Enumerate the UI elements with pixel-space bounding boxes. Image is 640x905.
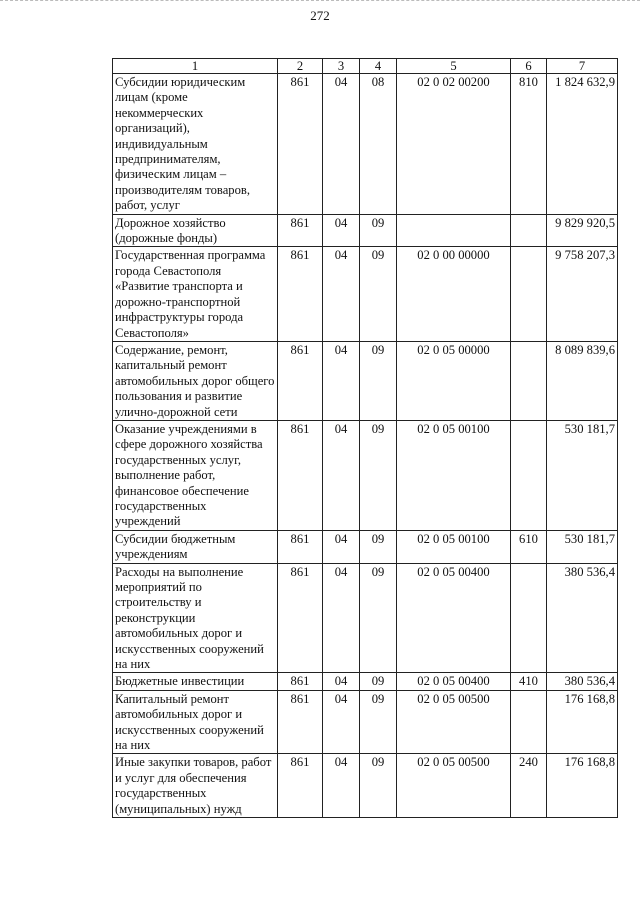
target-article-cell: 02 0 05 00500 xyxy=(397,754,511,818)
row-name-cell: Бюджетные инвестиции xyxy=(113,673,278,690)
chapter-code-cell: 861 xyxy=(278,673,323,690)
amount-cell: 176 168,8 xyxy=(547,690,618,754)
section-code-cell: 04 xyxy=(323,563,360,673)
table-row xyxy=(113,74,618,215)
amount-cell: 530 181,7 xyxy=(547,530,618,563)
table-row xyxy=(113,247,618,341)
row-name-cell: Оказание учреждениями в сфере дорожного хозяйства государственных услуг, выполнение работ, финансовое обеспечение государственных учреждений xyxy=(113,420,278,530)
header-cell: 2 xyxy=(278,59,323,74)
section-code-cell: 04 xyxy=(323,341,360,420)
section-code-cell: 04 xyxy=(323,420,360,530)
amount-cell: 530 181,7 xyxy=(547,420,618,530)
amount-cell: 176 168,8 xyxy=(547,754,618,818)
expense-type-cell xyxy=(511,563,547,673)
subsection-code-cell: 08 xyxy=(360,74,397,215)
section-code-cell: 04 xyxy=(323,690,360,754)
subsection-code-cell: 09 xyxy=(360,530,397,563)
subsection-code-cell: 09 xyxy=(360,754,397,818)
amount-cell: 380 536,4 xyxy=(547,563,618,673)
table-row xyxy=(113,563,618,673)
header-cell: 6 xyxy=(511,59,547,74)
page-number: 272 xyxy=(310,8,330,23)
chapter-code-cell: 861 xyxy=(278,420,323,530)
header-row xyxy=(113,59,618,74)
target-article-cell: 02 0 05 00000 xyxy=(397,341,511,420)
target-article-cell: 02 0 05 00400 xyxy=(397,673,511,690)
expense-type-cell xyxy=(511,214,547,247)
section-code-cell: 04 xyxy=(323,530,360,563)
chapter-code-cell: 861 xyxy=(278,247,323,341)
section-code-cell: 04 xyxy=(323,247,360,341)
header-cell: 3 xyxy=(323,59,360,74)
subsection-code-cell: 09 xyxy=(360,673,397,690)
expense-type-cell: 240 xyxy=(511,754,547,818)
row-name-cell: Дорожное хозяйство (дорожные фонды) xyxy=(113,214,278,247)
subsection-code-cell: 09 xyxy=(360,214,397,247)
chapter-code-cell: 861 xyxy=(278,530,323,563)
target-article-cell: 02 0 00 00000 xyxy=(397,247,511,341)
section-code-cell: 04 xyxy=(323,673,360,690)
header-cell: 1 xyxy=(113,59,278,74)
expense-type-cell: 810 xyxy=(511,74,547,215)
target-article-cell: 02 0 05 00400 xyxy=(397,563,511,673)
chapter-code-cell: 861 xyxy=(278,74,323,215)
row-name-cell: Расходы на выполнение мероприятий по строительству и реконструкции автомобильных дорог и искусственных сооружений на них xyxy=(113,563,278,673)
chapter-code-cell: 861 xyxy=(278,214,323,247)
table-row xyxy=(113,754,618,818)
row-name-cell: Государственная программа города Севастополя «Развитие транспорта и дорожно-транспортной инфраструктуры города Севастополя» xyxy=(113,247,278,341)
row-name-cell: Субсидии бюджетным учреждениям xyxy=(113,530,278,563)
amount-cell: 9 758 207,3 xyxy=(547,247,618,341)
section-code-cell: 04 xyxy=(323,754,360,818)
expense-type-cell: 410 xyxy=(511,673,547,690)
row-name-cell: Иные закупки товаров, работ и услуг для обеспечения государственных (муниципальных) нужд xyxy=(113,754,278,818)
table-row xyxy=(113,214,618,247)
subsection-code-cell: 09 xyxy=(360,341,397,420)
amount-cell: 380 536,4 xyxy=(547,673,618,690)
amount-cell: 8 089 839,6 xyxy=(547,341,618,420)
section-code-cell: 04 xyxy=(323,74,360,215)
expense-type-cell xyxy=(511,247,547,341)
chapter-code-cell: 861 xyxy=(278,563,323,673)
budget-table xyxy=(112,58,618,818)
table-row xyxy=(113,690,618,754)
expense-type-cell xyxy=(511,690,547,754)
table-row xyxy=(113,341,618,420)
chapter-code-cell: 861 xyxy=(278,341,323,420)
amount-cell: 9 829 920,5 xyxy=(547,214,618,247)
amount-cell: 1 824 632,9 xyxy=(547,74,618,215)
subsection-code-cell: 09 xyxy=(360,563,397,673)
section-code-cell: 04 xyxy=(323,214,360,247)
table-row xyxy=(113,673,618,690)
table-row xyxy=(113,530,618,563)
row-name-cell: Содержание, ремонт, капитальный ремонт автомобильных дорог общего пользования и развитие улично-дорожной сети xyxy=(113,341,278,420)
target-article-cell: 02 0 05 00500 xyxy=(397,690,511,754)
chapter-code-cell: 861 xyxy=(278,754,323,818)
table-row xyxy=(113,420,618,530)
chapter-code-cell: 861 xyxy=(278,690,323,754)
subsection-code-cell: 09 xyxy=(360,690,397,754)
target-article-cell xyxy=(397,214,511,247)
target-article-cell: 02 0 05 00100 xyxy=(397,530,511,563)
row-name-cell: Субсидии юридическим лицам (кроме некоммерческих организаций), индивидуальным предпринимателям, физическим лицам – производителям товаров, работ, услуг xyxy=(113,74,278,215)
subsection-code-cell: 09 xyxy=(360,247,397,341)
row-name-cell: Капитальный ремонт автомобильных дорог и искусственных сооружений на них xyxy=(113,690,278,754)
expense-type-cell: 610 xyxy=(511,530,547,563)
scan-top-edge xyxy=(0,0,640,3)
header-cell: 4 xyxy=(360,59,397,74)
expense-type-cell xyxy=(511,341,547,420)
target-article-cell: 02 0 05 00100 xyxy=(397,420,511,530)
header-cell: 7 xyxy=(547,59,618,74)
subsection-code-cell: 09 xyxy=(360,420,397,530)
target-article-cell: 02 0 02 00200 xyxy=(397,74,511,215)
expense-type-cell xyxy=(511,420,547,530)
header-cell: 5 xyxy=(397,59,511,74)
